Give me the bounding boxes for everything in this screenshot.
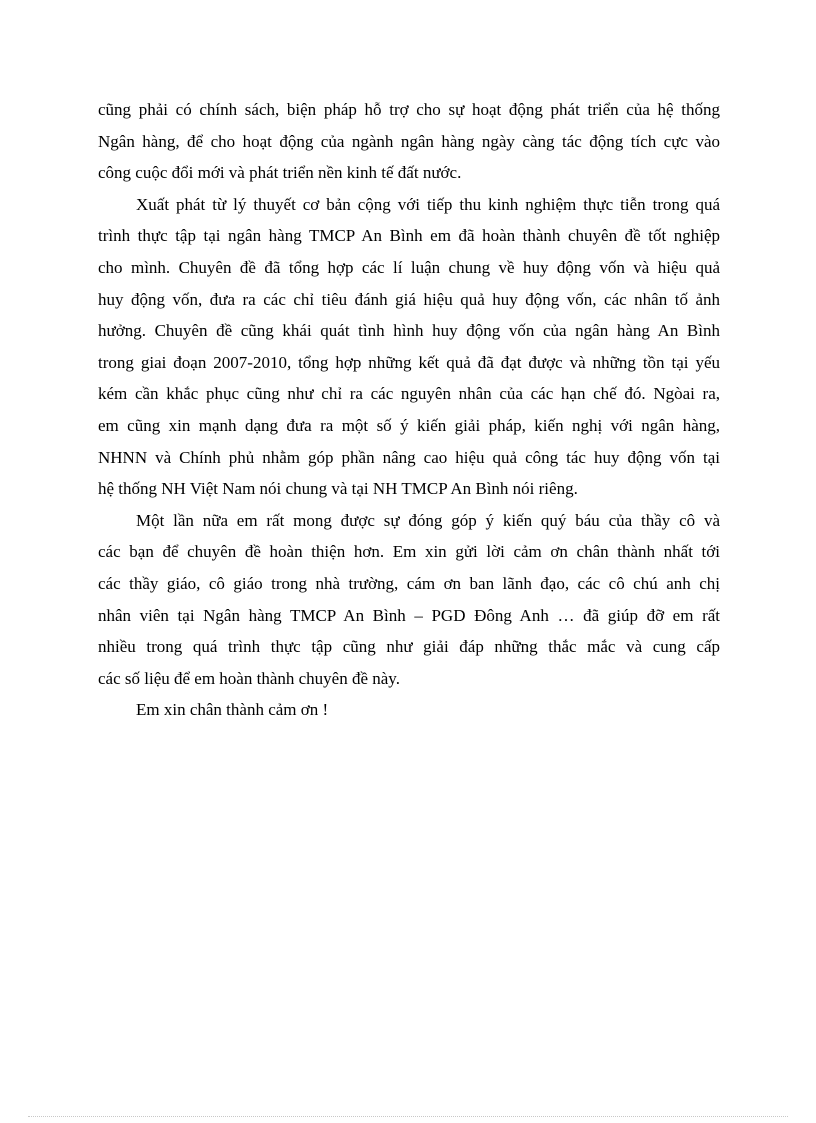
text-line-16: các thầy giáo, cô giáo trong nhà trường, cám ơn ban lãnh đạo, các cô chú anh chị xyxy=(98,573,720,593)
text-line-19: các số liệu để em hoàn thành chuyên đề này. xyxy=(98,668,400,688)
text-line-12: NHNN và Chính phủ nhằm góp phần nâng cao hiệu quả công tác huy động vốn tại xyxy=(98,447,720,467)
text-line-15: các bạn để chuyên đề hoàn thiện hơn. Em xin gửi lời cảm ơn chân thành nhất tới xyxy=(98,542,720,562)
text-line-6: cho mình. Chuyên đề đã tổng hợp các lí luận chung về huy động vốn và hiệu quả xyxy=(98,257,720,277)
page-bottom-border xyxy=(28,1116,788,1117)
text-line-13: hệ thống NH Việt Nam nói chung và tại NH TMCP An Bình nói riêng. xyxy=(98,479,578,499)
text-line-10: kém cần khắc phục cũng như chỉ ra các nguyên nhân của các hạn chế đó. Ngòai ra, xyxy=(98,384,720,404)
document-body xyxy=(98,94,720,726)
text-line-4: Xuất phát từ lý thuyết cơ bản cộng với tiếp thu kinh nghiệm thực tiễn trong quá xyxy=(136,194,720,214)
text-line-8: hưởng. Chuyên đề cũng khái quát tình hình huy động vốn của ngân hàng An Bình xyxy=(98,321,720,341)
text-line-2: Ngân hàng, để cho hoạt động của ngành ngân hàng ngày càng tác động tích cực vào xyxy=(98,131,720,151)
text-line-1: cũng phải có chính sách, biện pháp hỗ trợ cho sự hoạt động phát triển của hệ thống xyxy=(98,100,720,119)
text-line-11: em cũng xin mạnh dạng đưa ra một số ý kiến giải pháp, kiến nghị với ngân hàng, xyxy=(98,415,720,435)
closing-line: Em xin chân thành cảm ơn ! xyxy=(136,700,329,720)
text-line-9: trong giai đoạn 2007-2010, tổng hợp những kết quả đã đạt được và những tồn tại yếu xyxy=(98,352,720,372)
text-line-14: Một lần nữa em rất mong được sự đóng góp ý kiến quý báu của thầy cô và xyxy=(136,510,720,530)
text-line-18: nhiều trong quá trình thực tập cũng như giải đáp những thắc mắc và cung cấp xyxy=(98,637,720,657)
text-line-17: nhân viên tại Ngân hàng TMCP An Bình – PGD Đông Anh … đã giúp đỡ em rất xyxy=(98,605,720,625)
text-line-3: công cuộc đổi mới và phát triển nền kinh tế đất nước. xyxy=(98,163,462,183)
text-line-5: trình thực tập tại ngân hàng TMCP An Bình em đã hoàn thành chuyên đề tốt nghiệp xyxy=(98,226,720,246)
text-line-7: huy động vốn, đưa ra các chỉ tiêu đánh giá hiệu quả huy động vốn, các nhân tố ảnh xyxy=(98,289,720,309)
